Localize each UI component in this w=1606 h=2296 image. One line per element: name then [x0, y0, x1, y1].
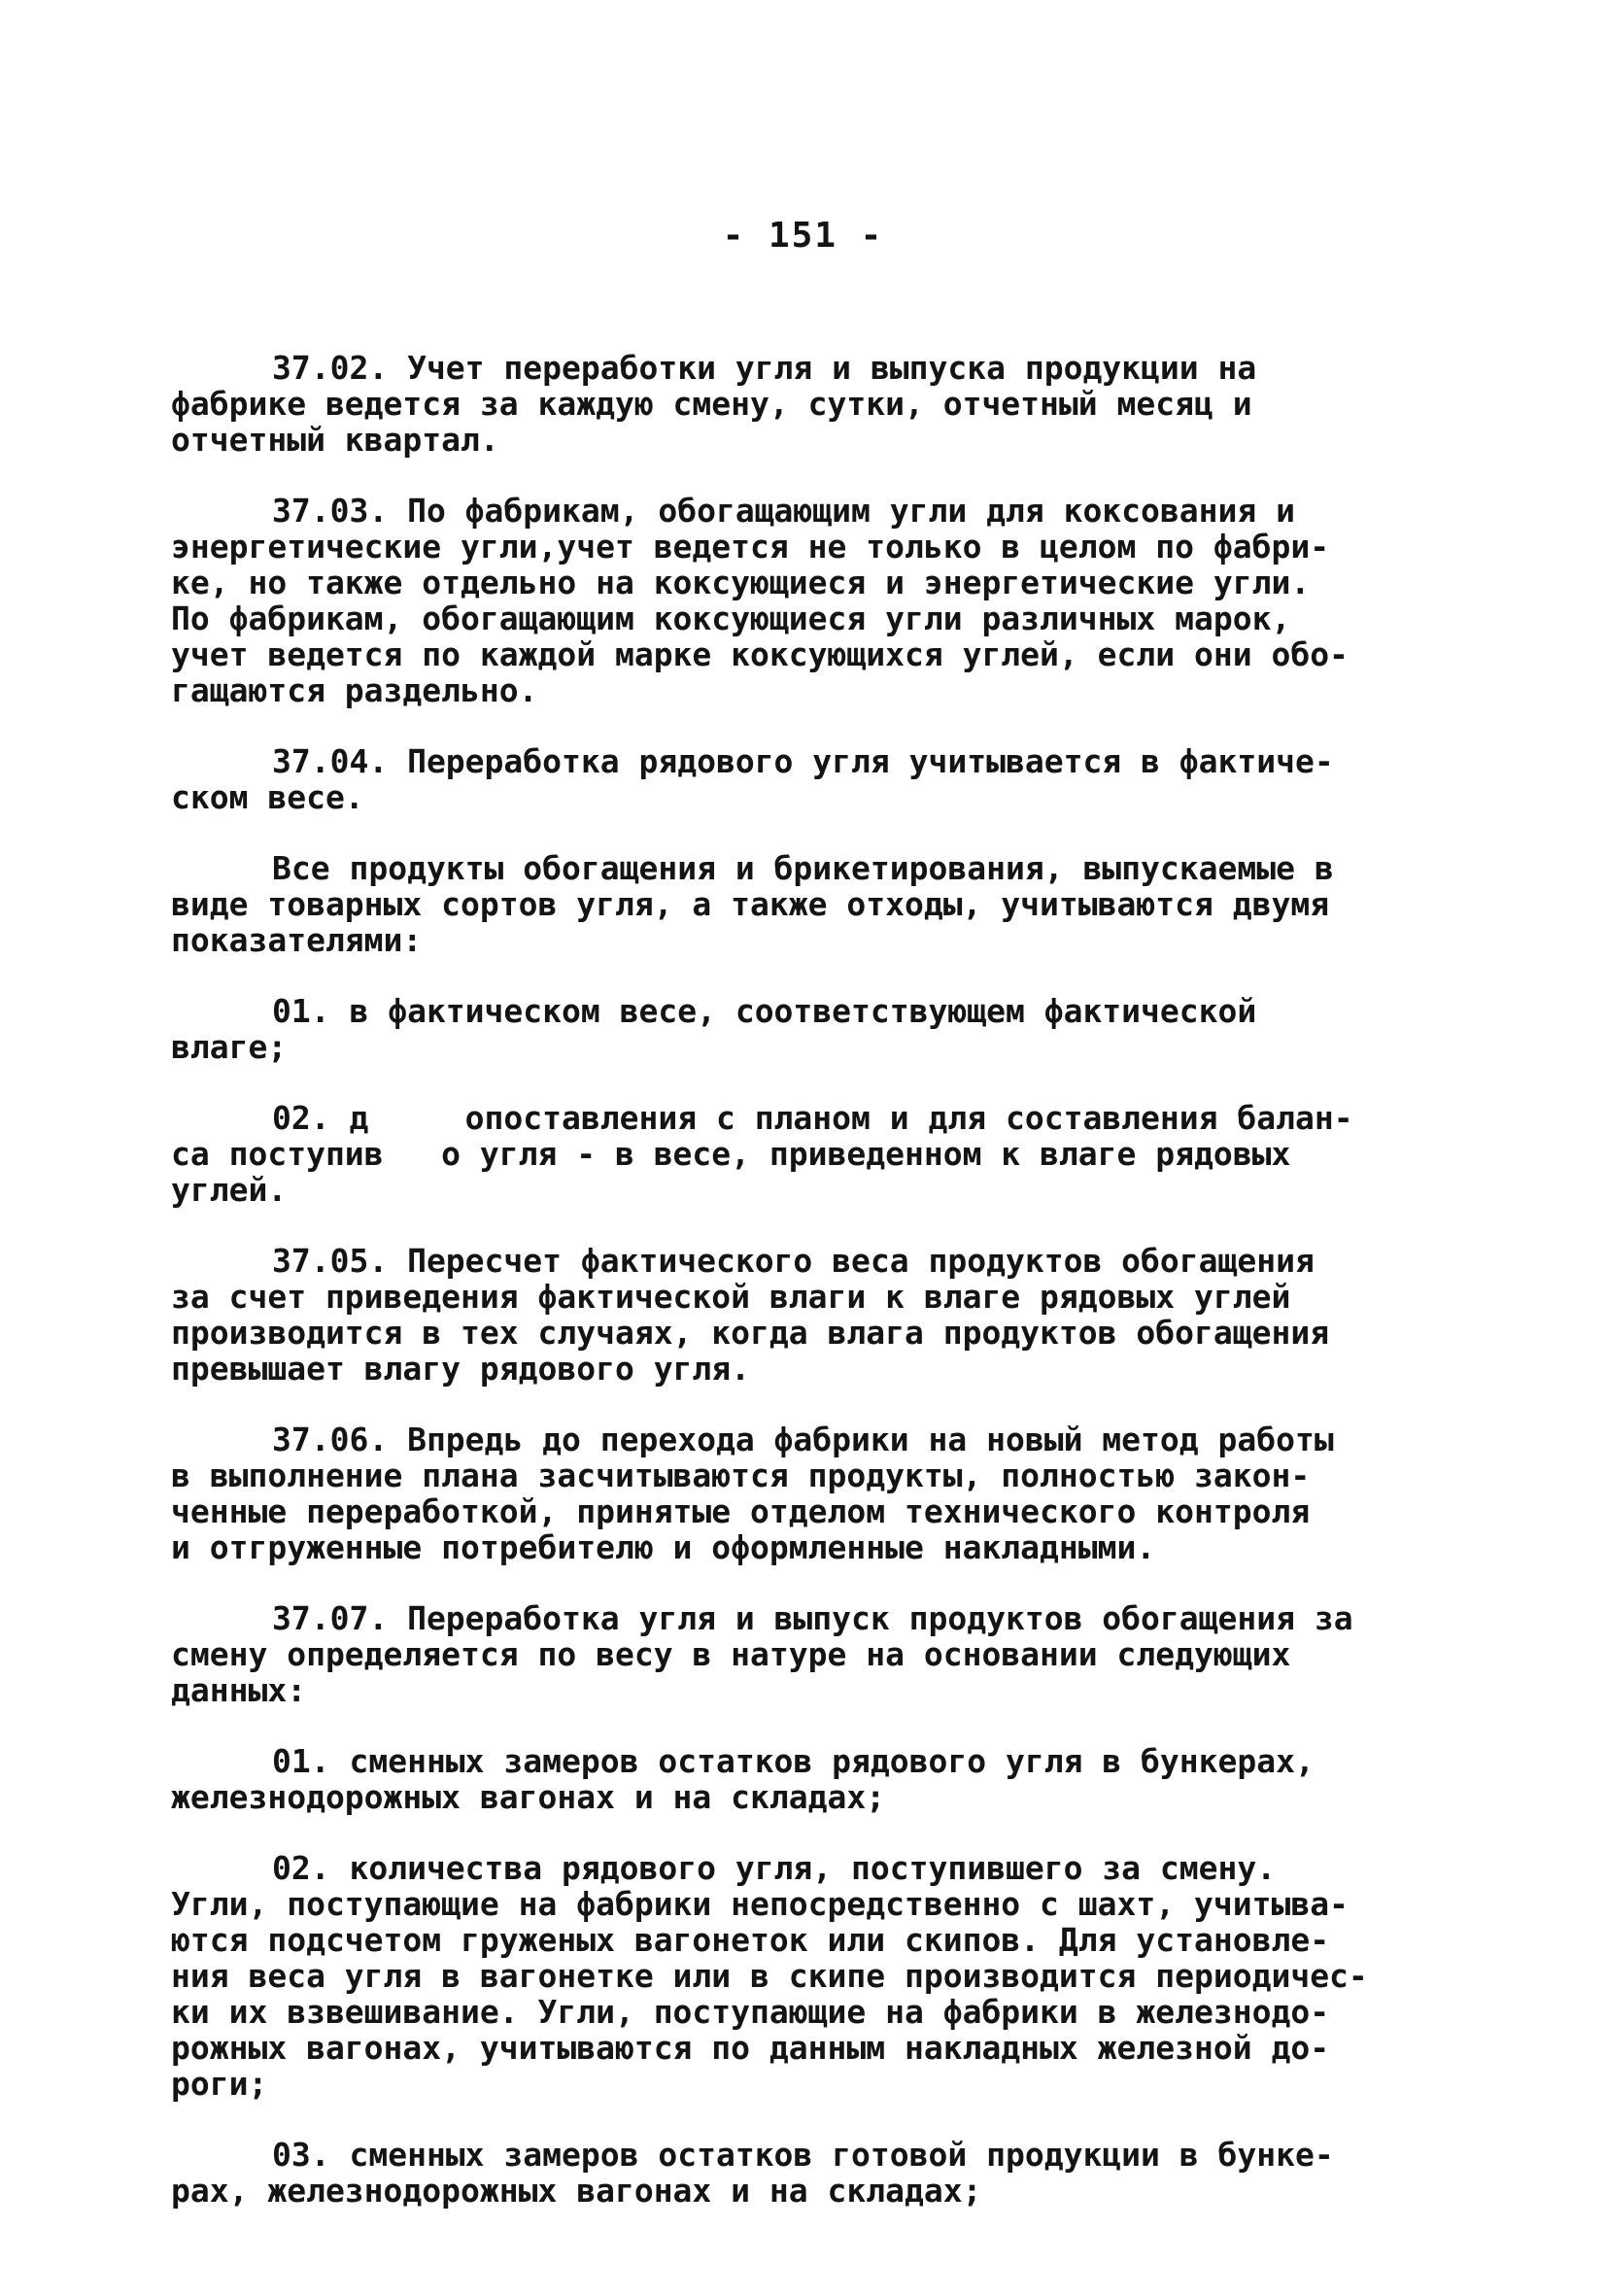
text-line: 01. в фактическом весе, соответствующем фактической — [272, 992, 1257, 1030]
paragraph-37-05 — [171, 1243, 1434, 1387]
text-line: ки их взвешивание. Угли, поступающие на фабрики в железнодо- — [171, 1993, 1330, 2031]
text-line: энергетические угли,учет ведется не только в целом по фабри- — [171, 528, 1330, 565]
text-line: 37.03. По фабрикам, обогащающим угли для коксования и — [272, 492, 1295, 530]
text-line: 03. сменных замеров остатков готовой продукции в бунке- — [272, 2136, 1334, 2174]
list-item-03 — [171, 2137, 1434, 2209]
text-line: са поступив о угля - в весе, приведенном к влаге рядовых — [171, 1135, 1291, 1173]
paragraph-products — [171, 850, 1434, 958]
text-line: в выполнение плана засчитываются продукты, полностью закон- — [171, 1456, 1311, 1494]
text-line: 37.05. Пересчет фактического веса продуктов обогащения — [272, 1242, 1315, 1280]
paragraph-37-02 — [171, 350, 1434, 458]
text-line: данных: — [171, 1671, 307, 1709]
text-line: ке, но также отдельно на коксующиеся и энергетические угли. — [171, 564, 1311, 601]
text-line: 37.02. Учет переработки угля и выпуска продукции на — [272, 349, 1257, 387]
text-line: рожных вагонах, учитываются по данным накладных железной до- — [171, 2029, 1330, 2067]
text-line: показателями: — [171, 921, 423, 959]
paragraph-37-03 — [171, 493, 1434, 708]
text-line: ются подсчетом груженых вагонеток или скипов. Для установле- — [171, 1921, 1330, 1959]
text-line: Угли, поступающие на фабрики непосредственно с шахт, учитыва- — [171, 1885, 1349, 1923]
paragraph-37-07 — [171, 1600, 1434, 1708]
text-line: роги; — [171, 2065, 268, 2103]
text-line: производится в тех случаях, когда влага продуктов обогащения — [171, 1314, 1330, 1352]
text-line: гащаются раздельно. — [171, 671, 538, 709]
text-line: ния веса угля в вагонетке или в скипе производится периодичес- — [171, 1957, 1368, 1995]
text-line: 01. сменных замеров остатков рядового угля в бункерах, — [272, 1742, 1315, 1780]
page-number: - 151 - — [722, 216, 884, 256]
text-line: за счет приведения фактической влаги к влаге рядовых углей — [171, 1278, 1291, 1316]
document-body — [171, 350, 1434, 2244]
text-line: и отгруженные потребителю и оформленные накладными. — [171, 1528, 1156, 1566]
text-line: По фабрикам, обогащающим коксующиеся угли различных марок, — [171, 600, 1291, 637]
list-item-01 — [171, 993, 1434, 1065]
text-line: влаге; — [171, 1028, 288, 1066]
list-item-02 — [171, 1100, 1434, 1208]
paragraph-37-04 — [171, 743, 1434, 815]
text-line: железнодорожных вагонах и на складах; — [171, 1778, 886, 1816]
text-line: Все продукты обогащения и брикетирования, выпускаемые в — [272, 849, 1334, 887]
text-line: ском весе. — [171, 778, 364, 816]
list-item-01-measurements — [171, 1743, 1434, 1815]
text-line: углей. — [171, 1171, 288, 1209]
text-line: 37.07. Переработка угля и выпуск продуктов обогащения за — [272, 1599, 1353, 1637]
text-line: виде товарных сортов угля, а также отходы, учитываются двумя — [171, 885, 1330, 923]
text-line: ченные переработкой, принятые отделом технического контроля — [171, 1492, 1311, 1530]
text-line: фабрике ведется за каждую смену, сутки, отчетный месяц и — [171, 385, 1252, 423]
text-line: 02. д опоставления с планом и для составления балан- — [272, 1099, 1353, 1137]
text-line: превышает влагу рядового угля. — [171, 1350, 751, 1388]
text-line: смену определяется по весу в натуре на основании следующих — [171, 1635, 1291, 1673]
text-line: 02. количества рядового угля, поступившего за смену. — [272, 1849, 1277, 1887]
text-line: 37.04. Переработка рядового угля учитывается в фактиче- — [272, 742, 1334, 780]
text-line: учет ведется по каждой марке коксующихся углей, если они обо- — [171, 635, 1349, 673]
text-line: отчетный квартал. — [171, 421, 499, 459]
list-item-02-quantity — [171, 1850, 1434, 2102]
text-line: рах, железнодорожных вагонах и на складах; — [171, 2172, 982, 2210]
paragraph-37-06 — [171, 1422, 1434, 1565]
text-line: 37.06. Впредь до перехода фабрики на новый метод работы — [272, 1421, 1334, 1458]
